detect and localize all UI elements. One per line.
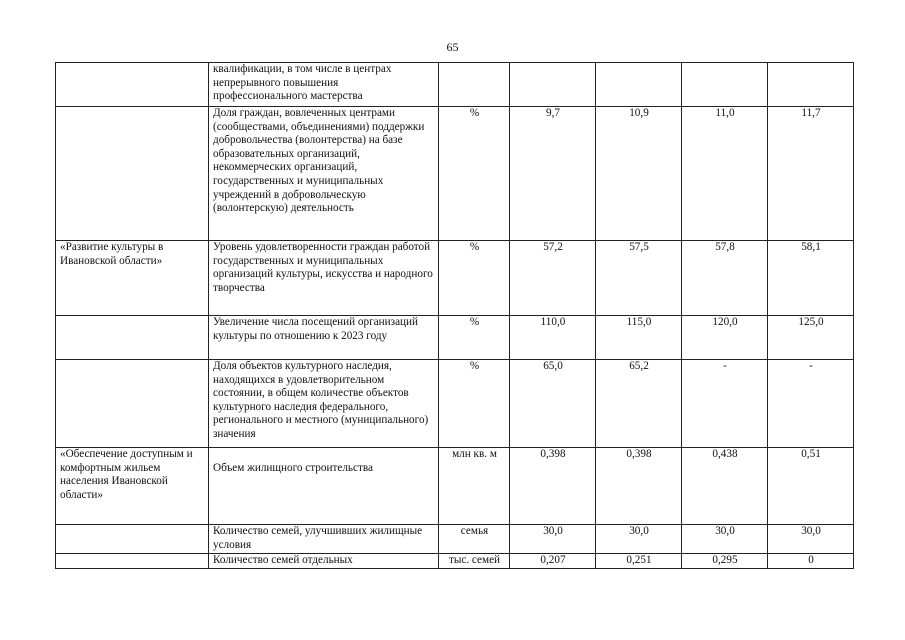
indicator-cell: Доля граждан, вовлеченных центрами (сообществами, объединениями) поддержки добровольчества (волонтерства) на базе образовательных организаций, некоммерческих организаций, государственных и муниципальных учреждений в добровольческую (волонтерскую) деятельность	[209, 107, 439, 241]
unit-cell: %	[439, 107, 510, 241]
value-cell-2: 0,251	[596, 554, 682, 569]
value-cell-3: 0,295	[682, 554, 768, 569]
indicator-cell: квалификации, в том числе в центрах непрерывного повышения профессионального мастерства	[209, 63, 439, 107]
indicator-cell: Количество семей, улучшивших жилищные условия	[209, 525, 439, 554]
value-cell-3: 0,438	[682, 448, 768, 525]
program-cell	[56, 63, 209, 107]
value-cell-4: -	[768, 360, 854, 448]
value-cell-2: 115,0	[596, 316, 682, 360]
unit-cell: тыс. семей	[439, 554, 510, 569]
value-cell-4: 11,7	[768, 107, 854, 241]
value-cell-1: 65,0	[510, 360, 596, 448]
indicators-table	[55, 62, 854, 569]
value-cell-3: 57,8	[682, 241, 768, 316]
value-cell-1: 0,207	[510, 554, 596, 569]
indicator-cell: Увеличение числа посещений организаций культуры по отношению к 2023 году	[209, 316, 439, 360]
value-cell-2: 0,398	[596, 448, 682, 525]
table-row	[56, 316, 854, 360]
value-cell-3: -	[682, 360, 768, 448]
indicator-cell: Доля объектов культурного наследия, находящихся в удовлетворительном состоянии, в общем количестве объектов культурного наследия федерального, регионального и местного (муниципального) значения	[209, 360, 439, 448]
value-cell-2: 10,9	[596, 107, 682, 241]
program-cell: «Развитие культуры в Ивановской области»	[56, 241, 209, 316]
indicator-cell: Количество семей отдельных	[209, 554, 439, 569]
value-cell-1: 30,0	[510, 525, 596, 554]
value-cell-3: 120,0	[682, 316, 768, 360]
value-cell-1: 9,7	[510, 107, 596, 241]
table-row	[56, 107, 854, 241]
table-body	[56, 63, 854, 569]
table-row	[56, 554, 854, 569]
value-cell-1: 0,398	[510, 448, 596, 525]
value-cell-1	[510, 63, 596, 107]
value-cell-2: 30,0	[596, 525, 682, 554]
page-number: 65	[446, 40, 459, 54]
unit-cell: %	[439, 241, 510, 316]
unit-cell	[439, 63, 510, 107]
value-cell-3: 30,0	[682, 525, 768, 554]
value-cell-4: 58,1	[768, 241, 854, 316]
value-cell-2: 57,5	[596, 241, 682, 316]
value-cell-3	[682, 63, 768, 107]
table-row	[56, 360, 854, 448]
unit-cell: %	[439, 360, 510, 448]
table-row	[56, 448, 854, 525]
table-row	[56, 241, 854, 316]
value-cell-1: 57,2	[510, 241, 596, 316]
value-cell-4	[768, 63, 854, 107]
indicator-cell: Уровень удовлетворенности граждан работой государственных и муниципальных организаций культуры, искусства и народного творчества	[209, 241, 439, 316]
value-cell-4: 30,0	[768, 525, 854, 554]
value-cell-4: 0	[768, 554, 854, 569]
unit-cell: %	[439, 316, 510, 360]
value-cell-2	[596, 63, 682, 107]
indicator-cell: Объем жилищного строительства	[209, 448, 439, 525]
value-cell-4: 0,51	[768, 448, 854, 525]
table-row	[56, 525, 854, 554]
program-cell	[56, 360, 209, 448]
program-cell	[56, 107, 209, 241]
unit-cell: млн кв. м	[439, 448, 510, 525]
value-cell-3: 11,0	[682, 107, 768, 241]
value-cell-1: 110,0	[510, 316, 596, 360]
program-cell	[56, 316, 209, 360]
unit-cell: семья	[439, 525, 510, 554]
table-row	[56, 63, 854, 107]
value-cell-4: 125,0	[768, 316, 854, 360]
value-cell-2: 65,2	[596, 360, 682, 448]
program-cell	[56, 554, 209, 569]
program-cell: «Обеспечение доступным и комфортным жильем населения Ивановской области»	[56, 448, 209, 525]
program-cell	[56, 525, 209, 554]
